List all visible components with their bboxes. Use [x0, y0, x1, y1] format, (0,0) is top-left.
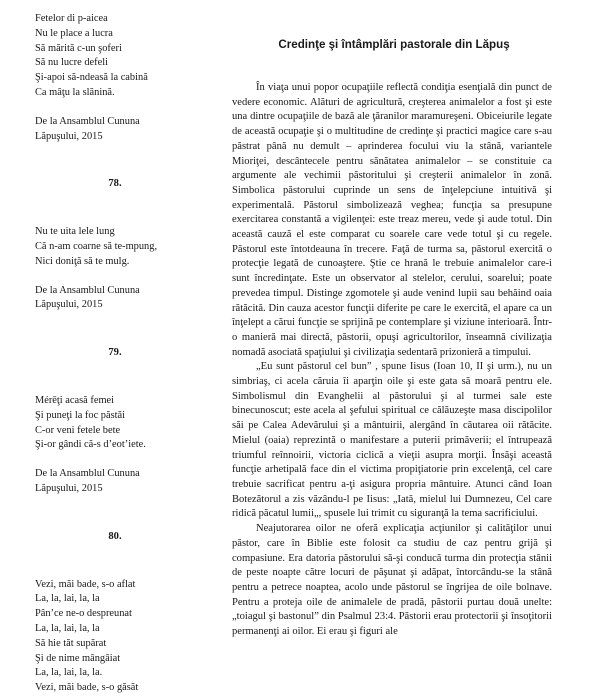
- stanza-top: [35, 12, 195, 101]
- verse-line: Şi de nime mângâiat: [35, 652, 121, 664]
- source-note: [35, 284, 195, 314]
- verse-line: Ca mâţu la slănină.: [35, 86, 115, 98]
- article-title: Credinţe şi întâmplări pastorale din Lăpuş: [278, 38, 510, 51]
- verse-line: Şi puneţi la foc păstăi: [35, 409, 126, 421]
- verse-line: La, la, lai, la, la.: [35, 667, 103, 679]
- verse-line: Pân’ce ne-o despreunat: [35, 608, 132, 620]
- source-line: De la Ansamblul Cununa: [35, 115, 140, 127]
- source-line: Lăpuşului, 2015: [35, 130, 103, 142]
- song-number: 79.: [108, 347, 122, 359]
- stanza-80: [35, 578, 195, 696]
- article-paragraph: În viaţa unui popor ocupaţiile reflectă condiţia esenţială din punct de vedere economic. Alături de agricultură, creşterea animalelor a fost şi este una dintre ocupaţiile de bază ale ţăranilor maramureşeni. Obiceiurile legate de această ocupaţie şi o multitudine de credinţe şi practici magice care s-au păstrat până nu demult – aprinderea focului viu la stână, variantele Mioriţei, descântecele pentru sănătatea animalelor – se constituie ca argumente ale vechimii păstoritului şi creşterii animalelor în zonă. Simbolica păstorului cuprinde un sens de înţelepciune intuitivă şi experimentală. Păstorul simbolizează veghea; funcţia sa presupune exercitarea constantă a vigilenţei: este treaz mereu, vede şi aude totul. Din această cauză el este comparat cu soarele care vede totul şi cu regele. Păstorul este întotdeauna în trecere. Faţă de turma sa, păstorul exercită o protecţie legată de cunoaştere. Ştie ce hrană le trebuie animalelor care-i sunt încredinţate. Este un observator al stelelor, cerului, soarelui; poate prevedea timpul. Distinge zgomotele şi aude venind lupii sau behăind oaia rătăcită. Din cauza acestor funcţii diferite pe care le exercită, el apare ca un înţelept a cărui funcţie se sprijină pe contemplare şi viziune interioară. Într-o manieră mai directă, păstorii, opuşi agricultorilor, înseamnă civilizaţia nomadă asociată spaţiului şi civilizaţia sedentară prizonieră a timpului.: [232, 82, 552, 358]
- article-paragraph: „Eu sunt păstorul cel bun” , spune Iisus (Ioan 10, II şi urm.), nu un simbriaş, ci acela căruia îi aparţin oile şi este gata să moară pentru ele. Simbolismul din Evanghelii al păstorului şi al turmei sale este binecunoscut; este acela al şefului spiritual ce călăuzeşte masa discipolilor săi pe Calea Adevărului şi a mântuirii, alergând în căutarea oii rătăcite. Mielul (oaia) reprezintă o manifestare a puterii primăverii; el întrupează triumful reînnoirii, victoria ciclică a vieţii asupra morţii. Însăşi această funcţie arhetipală face din el victima propiţiatorie prin excelenţă, cel care trebuie sacrificat pentru a-ţi asigura propria mântuire. Atunci când Ioan Botezătorul a zis văzându-l pe Iisus: „Iată, mielul lui Dumnezeu, Cel care ridică păcatul lumii„, spusele lui trimit cu siguranţă la tema sacrificiului.: [232, 361, 552, 520]
- verse-line: Nu te uita lele lung: [35, 226, 115, 238]
- source-line: De la Ansamblul Cununa: [35, 284, 140, 296]
- verse-line: Şi-apoi să-ndeasă la cabină: [35, 72, 148, 84]
- stanza-79: [35, 394, 195, 453]
- article-column: [232, 38, 552, 640]
- source-line: De la Ansamblul Cununa: [35, 468, 140, 480]
- verse-line: Că n-am coarne să te-mpung,: [35, 240, 158, 252]
- song-number: 78.: [108, 178, 122, 190]
- source-note: [35, 467, 195, 497]
- verse-line: Nu le place a lucra: [35, 27, 113, 39]
- verse-line: Să hie tăt supărat: [35, 637, 107, 649]
- verse-line: Fetelor di p-aicea: [35, 13, 108, 24]
- verse-line: Să mărită c-un şoferi: [35, 42, 122, 54]
- verse-line: La, la, lai, la, la: [35, 622, 100, 634]
- source-line: Lăpuşului, 2015: [35, 482, 103, 494]
- article-body: [232, 81, 552, 640]
- verse-line: Mérēţi acasă femei: [35, 394, 115, 406]
- song-number: 80.: [108, 530, 122, 542]
- verse-line: Nici doniţă să te mulg.: [35, 255, 130, 267]
- stanza-78: [35, 225, 195, 269]
- verse-line: Vezi, măi bade, s-o găsăt: [35, 682, 139, 694]
- article-paragraph: Neajutorarea oilor ne oferă explicaţia acţiunilor şi calităţilor unui păstor, care în Biblie este folosit ca studiu de caz pentru grijă şi compasiune. Era datoria păstorului să-şi conducă turma din protecţia stânii de peste noapte către locuri de păşunat şi adăpat, întorcându-se la stână pentru a petrece noaptea, acolo unde păstorul se îngrijea de oile bolnave. Pentru a proteja oile de animalele de pradă, păstorii purtau două unelte: „toiagul şi bastonul” din Psalmul 23:4. Păstorii erau protectorii şi însoţitorii permanenţi ai oilor. Ei erau şi figuri ale: [232, 523, 552, 638]
- source-line: Lăpuşului, 2015: [35, 299, 103, 311]
- source-note: [35, 115, 195, 145]
- verse-line: La, la, lai, la, la: [35, 593, 100, 605]
- verse-line: Vezi, măi bade, s-o aflat: [35, 578, 136, 590]
- verse-line: Şi-or gândi că-s d’eot’iete.: [35, 439, 146, 451]
- left-column: [35, 12, 195, 696]
- verse-line: Să nu lucre defeli: [35, 57, 108, 69]
- verse-line: C-or veni fetele bete: [35, 424, 121, 436]
